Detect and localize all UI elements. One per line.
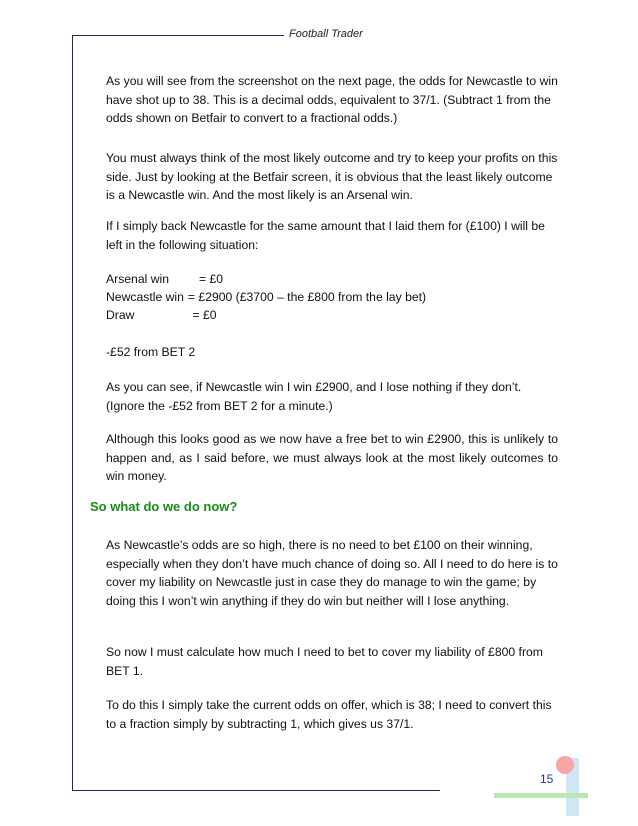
calc-row-newcastle	[106, 288, 426, 306]
footer-decoration-circle	[556, 756, 574, 774]
paragraph-newcastle-win: As you can see, if Newcastle win I win £2900, and I lose nothing if they don’t. (Ignore the -£52 from BET 2 for a minute.)	[106, 380, 522, 413]
header-rule	[72, 35, 284, 36]
calc-row-draw	[106, 306, 426, 324]
paragraph-calculate-bet: So now I must calculate how much I need to bet to cover my liability of £800 from BET 1.	[106, 645, 543, 678]
calc-value: = £0	[192, 308, 217, 322]
page-number: 15	[540, 772, 554, 786]
running-header-title: Football Trader	[289, 28, 363, 40]
calc-value: = £2900 (£3700 – the £800 from the lay bet)	[187, 290, 427, 304]
paragraph-free-bet: Although this looks good as we now have a free bet to win £2900, this is unlikely to happen and, as I said before, we must always look at the most likely outcomes to win money.	[106, 432, 558, 483]
footer-rule	[72, 790, 440, 791]
calc-label: Arsenal win	[106, 272, 169, 286]
calc-label: Newcastle win	[106, 290, 184, 304]
left-margin-rule	[72, 35, 73, 791]
calc-value: = £0	[199, 272, 224, 286]
paragraph-most-likely-outcome: You must always think of the most likely outcome and try to keep your profits on this side. Just by looking at the Betfair screen, it is obvious that the least likely outcome is a Newcastle win. And the most likely is an Arsenal win.	[106, 151, 558, 202]
paragraph-back-newcastle: If I simply back Newcastle for the same amount that I laid them for (£100) I will be left in the following situation:	[106, 219, 545, 252]
outcome-calculation	[106, 270, 426, 324]
calc-label: Draw	[106, 308, 135, 322]
footer-decoration-horizontal-bar	[494, 793, 588, 798]
paragraph-cover-liability: As Newcastle’s odds are so high, there is no need to bet £100 on their winning, especially when they don’t have much chance of doing so. All I need to do here is to cover my liability on Newcastle just in case they do manage to win the game; by doing this I won’t win anything if they do win but neither will I lose anything.	[106, 538, 558, 608]
calc-row-arsenal	[106, 270, 426, 288]
section-heading: So what do we do now?	[90, 499, 238, 514]
paragraph-convert-odds: To do this I simply take the current odds on offer, which is 38; I need to convert this to a fraction simply by subtracting 1, which gives us 37/1.	[106, 698, 552, 731]
paragraph-bet2-loss: -£52 from BET 2	[106, 345, 196, 359]
paragraph-odds-shot-up: As you will see from the screenshot on the next page, the odds for Newcastle to win have shot up to 38. This is a decimal odds, equivalent to 37/1. (Subtract 1 from the odds shown on Betfair to convert to a fractional odds.)	[106, 74, 558, 125]
